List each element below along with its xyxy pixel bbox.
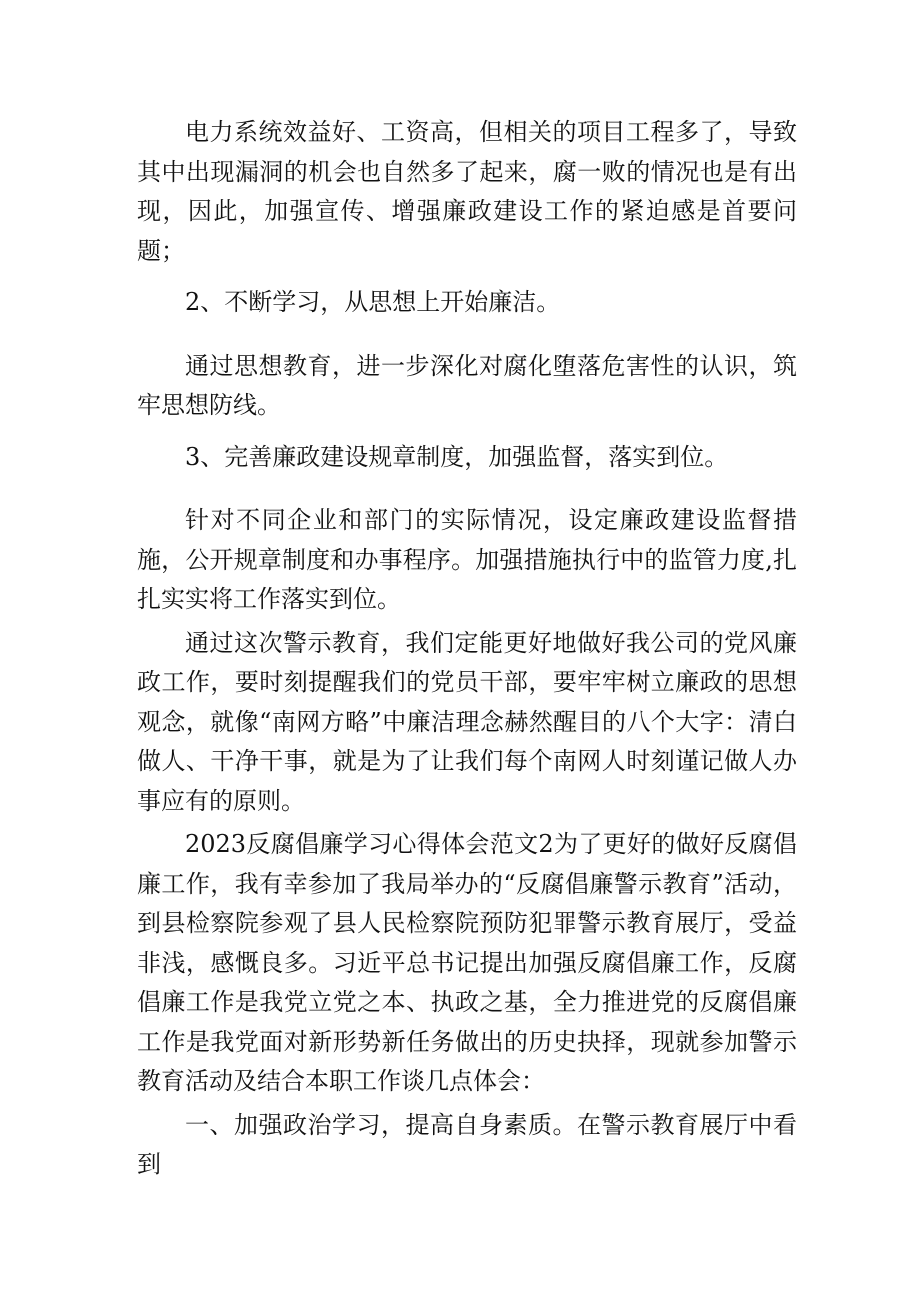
paragraph-supervision-measures: 针对不同企业和部门的实际情况，设定廉政建设监督措施，公开规章制度和办事程序。加强措施执行中的监管力度,扎扎实实将工作落实到位。 <box>137 506 797 613</box>
document-body <box>137 113 797 1185</box>
paragraph-point-3: 3、完善廉政建设规章制度，加强监督，落实到位。 <box>185 442 729 471</box>
paragraph-power-system: 电力系统效益好、工资高，但相关的项目工程多了，导致其中出现漏洞的机会也自然多了起来，腐一败的情况也是有出现，因此，加强宣传、增强廉政建设工作的紧迫感是首要问题； <box>137 118 797 265</box>
paragraph-ideology-education: 通过思想教育，进一步深化对腐化堕落危害性的认识，筑牢思想防线。 <box>137 351 797 419</box>
paragraph-essay-2: 2023反腐倡廉学习心得体会范文2为了更好的做好反腐倡廉工作，我有幸参加了我局举办的“反腐倡廉警示教育”活动，到县检察院参观了县人民检察院预防犯罪警示教育展厅，受益非浅，感慨良多。习近平总书记提出加强反腐倡廉工作，反腐倡廉工作是我党立党之本、执政之基，全力推进党的反腐倡廉工作是我党面对新形势新任务做出的历史抉择，现就参加警示教育活动及结合本职工作谈几点体会： <box>137 830 797 1095</box>
paragraph-warning-education: 通过这次警示教育，我们定能更好地做好我公司的党风廉政工作，要时刻提醒我们的党员干部，要牢牢树立廉政的思想观念，就像“南网方略”中廉洁理念赫然醒目的八个大字：清白做人、干净干事，就是为了让我们每个南网人时刻谨记做人办事应有的原则。 <box>137 628 797 815</box>
paragraph-point-2: 2、不断学习，从思想上开始廉洁。 <box>185 288 561 316</box>
paragraph-section-one: 一、加强政治学习，提高自身素质。在警示教育展厅中看到 <box>137 1110 797 1178</box>
